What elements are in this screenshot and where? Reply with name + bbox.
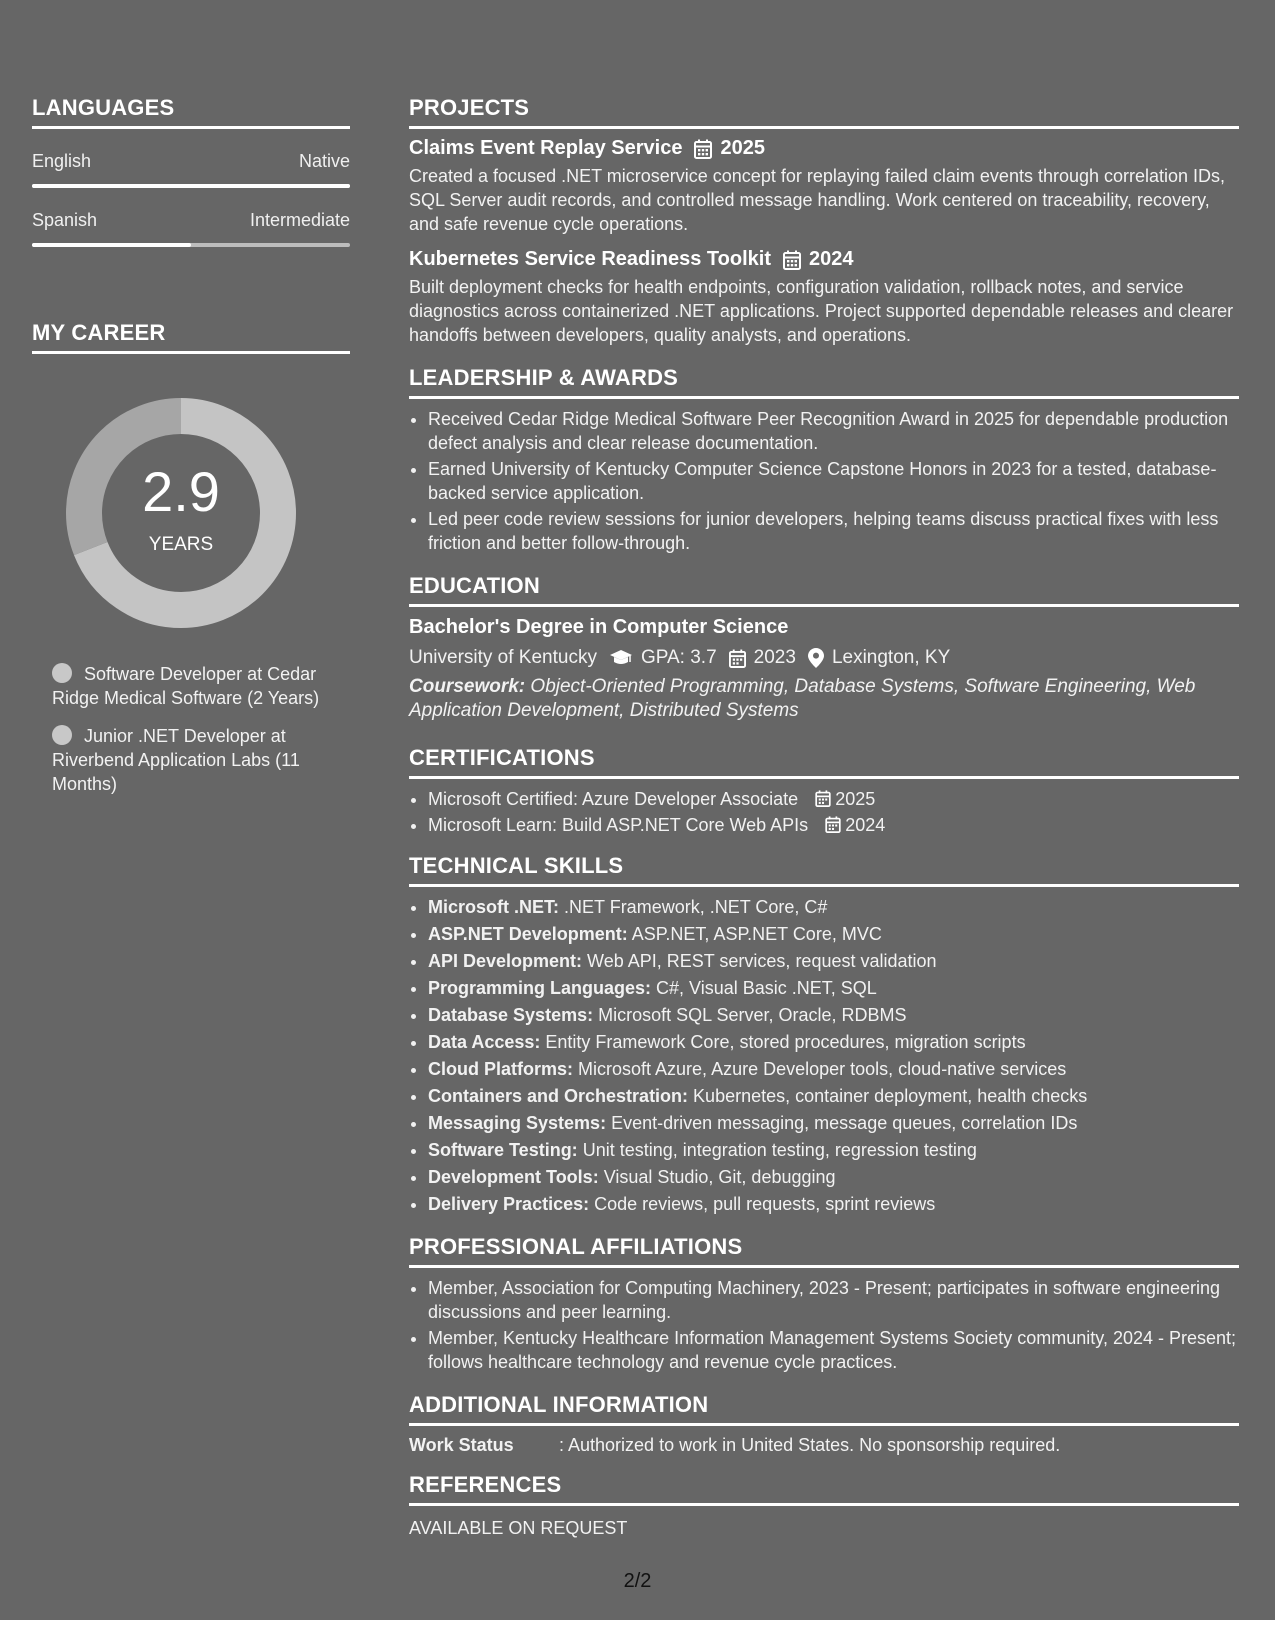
bullet-dot-icon	[52, 725, 72, 745]
page-number: 2/2	[623, 1570, 652, 1592]
certification-item: • Microsoft Certified: Azure Developer Associate 2025	[428, 787, 1239, 811]
leadership-title: LEADERSHIP & AWARDS	[409, 365, 1239, 399]
references-title: REFERENCES	[409, 1472, 1239, 1506]
school-location: Lexington, KY	[831, 647, 951, 668]
language-item	[32, 151, 350, 188]
references-text: AVAILABLE ON REQUEST	[409, 1518, 628, 1538]
calendar-icon	[729, 649, 746, 668]
work-status-label: Work Status	[409, 1435, 514, 1455]
skill-item: • Development Tools: Visual Studio, Git, debugging	[428, 1165, 1239, 1189]
list-item: • Earned University of Kentucky Computer Science Capstone Honors in 2023 for a tested, database-backed service application.	[428, 457, 1239, 505]
calendar-icon	[815, 790, 831, 807]
skills-title: TECHNICAL SKILLS	[409, 853, 1239, 887]
work-status-row	[409, 1435, 1239, 1456]
language-proficiency-fill	[32, 243, 191, 247]
calendar-icon	[694, 139, 712, 159]
degree-name: Bachelor's Degree in Computer Science	[409, 616, 789, 638]
project-description: Built deployment checks for health endpoints, configuration validation, rollback notes, and service diagnostics across containerized .NET applications. Project supported dependable releases and clearer handoffs between developers, quality analysts, and operations.	[409, 277, 1234, 345]
education-title: EDUCATION	[409, 573, 1239, 607]
language-proficiency-fill	[32, 184, 350, 188]
career-title: MY CAREER	[32, 320, 350, 354]
projects-section	[409, 95, 1239, 347]
project-year: 2024	[808, 248, 854, 270]
calendar-icon	[825, 816, 841, 833]
career-total: 2.9	[142, 460, 220, 523]
leadership-section	[409, 365, 1239, 555]
right-column	[409, 95, 1239, 1553]
leadership-list	[409, 407, 1239, 555]
certifications-list	[409, 787, 1239, 837]
certifications-section	[409, 745, 1239, 837]
skills-section	[409, 853, 1239, 1216]
project-year: 2025	[720, 137, 765, 159]
skill-item: • Microsoft .NET: .NET Framework, .NET Core, C#	[428, 895, 1239, 919]
project-description: Created a focused .NET microservice concept for replaying failed claim events through correlation IDs, SQL Server audit records, and controlled message handling. Work centered on traceability, recovery, and safe revenue cycle operations.	[409, 166, 1226, 234]
education-section	[409, 573, 1239, 723]
bullet-dot-icon	[52, 663, 72, 683]
skills-list	[409, 895, 1239, 1216]
education-details	[409, 647, 1239, 669]
language-level: Native	[298, 151, 350, 171]
coursework-label: Coursework:	[409, 676, 526, 697]
language-proficiency-bar	[32, 243, 350, 247]
additional-title: ADDITIONAL INFORMATION	[409, 1392, 1239, 1426]
career-list	[52, 662, 337, 796]
career-unit: YEARS	[148, 534, 214, 555]
list-item: • Received Cedar Ridge Medical Software Peer Recognition Award in 2025 for dependable production defect analysis and clear release documentation.	[428, 407, 1239, 455]
affiliations-section	[409, 1234, 1239, 1374]
language-item	[32, 210, 350, 247]
project-heading	[409, 248, 1239, 271]
skill-item: • API Development: Web API, REST services, request validation	[428, 949, 1239, 973]
list-item: • Member, Association for Computing Machinery, 2023 - Present; participates in software engineering discussions and peer learning.	[428, 1276, 1239, 1324]
language-name: Spanish	[32, 210, 98, 230]
language-proficiency-bar	[32, 184, 350, 188]
coursework	[409, 675, 1239, 723]
skill-item: • Software Testing: Unit testing, integration testing, regression testing	[428, 1138, 1239, 1162]
project-heading	[409, 137, 1239, 160]
skill-item: • Database Systems: Microsoft SQL Server, Oracle, RDBMS	[428, 1003, 1239, 1027]
skill-item: • Cloud Platforms: Microsoft Azure, Azure Developer tools, cloud-native services	[428, 1057, 1239, 1081]
graduation-cap-icon	[609, 649, 633, 667]
left-column	[32, 95, 350, 810]
projects-title: PROJECTS	[409, 95, 1239, 129]
career-entry: Junior .NET Developer at Riverbend Application Labs (11 Months)	[52, 726, 300, 794]
gpa: GPA: 3.7	[640, 647, 717, 668]
additional-section	[409, 1392, 1239, 1456]
school-name: University of Kentucky	[409, 647, 597, 668]
skill-item: • Containers and Orchestration: Kubernetes, container deployment, health checks	[428, 1084, 1239, 1108]
affiliations-list	[409, 1276, 1239, 1374]
location-pin-icon	[808, 648, 824, 668]
languages-title: LANGUAGES	[32, 95, 350, 129]
skill-item: • ASP.NET Development: ASP.NET, ASP.NET Core, MVC	[428, 922, 1239, 946]
skill-item: • Messaging Systems: Event-driven messaging, message queues, correlation IDs	[428, 1111, 1239, 1135]
skill-item: • Delivery Practices: Code reviews, pull requests, sprint reviews	[428, 1192, 1239, 1216]
graduation-year: 2023	[753, 647, 796, 668]
career-entry: Software Developer at Cedar Ridge Medical Software (2 Years)	[52, 664, 320, 708]
calendar-icon	[783, 250, 801, 270]
certifications-title: CERTIFICATIONS	[409, 745, 1239, 779]
career-donut-chart	[66, 398, 296, 628]
certification-item: • Microsoft Learn: Build ASP.NET Core Web APIs 2024	[428, 813, 1239, 837]
project-name: Claims Event Replay Service	[409, 137, 683, 159]
list-item: • Led peer code review sessions for junior developers, helping teams discuss practical fixes with less friction and better follow-through.	[428, 507, 1239, 555]
skill-item: • Programming Languages: C#, Visual Basic .NET, SQL	[428, 976, 1239, 1000]
language-level: Intermediate	[249, 210, 350, 230]
work-status-value: : Authorized to work in United States. No sponsorship required.	[559, 1435, 1061, 1455]
list-item: • Member, Kentucky Healthcare Information Management Systems Society community, 2024 - Present; follows healthcare technology and revenue cycle practices.	[428, 1326, 1239, 1374]
coursework-list: Object-Oriented Programming, Database Systems, Software Engineering, Web Application Development, Distributed Systems	[409, 676, 1196, 721]
references-section	[409, 1472, 1239, 1539]
affiliations-title: PROFESSIONAL AFFILIATIONS	[409, 1234, 1239, 1268]
skill-item: • Data Access: Entity Framework Core, stored procedures, migration scripts	[428, 1030, 1239, 1054]
language-name: English	[32, 151, 92, 171]
project-name: Kubernetes Service Readiness Toolkit	[409, 248, 771, 270]
